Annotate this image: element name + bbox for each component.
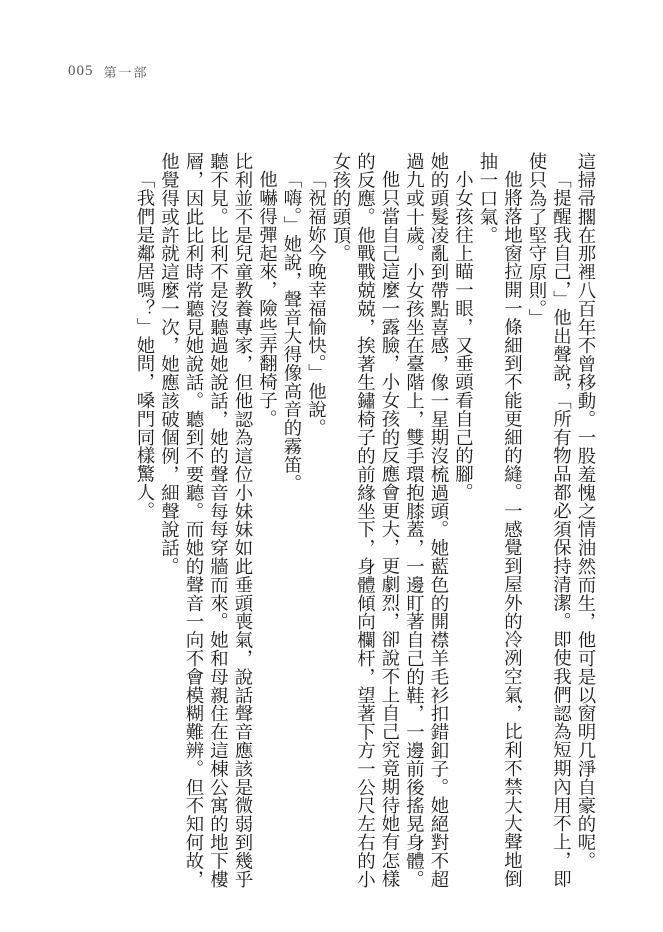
paragraph: 他嚇得彈起來，險些弄翻椅子。 [256,170,278,428]
paragraph-dialog: 「祝福妳今晚幸福愉快。」他說。 [305,170,327,438]
part-title: 第一部 [103,65,149,81]
paragraph-continued: 這掃帚擱在那裡八百年不曾移動。一股羞愧之情油然而生，他可是以窗明几淨自豪的呢。 [575,152,596,870]
paragraph: 他只當自己這麼一露臉，小女孩的反應會更大，更劇烈，卻說不上自己究竟期待她有怎樣的反應。他戰戰兢兢，挨著生鏽椅子的前緣坐下，身體傾向欄杆，望著下方一公尺左右的小女孩的頭頂。 [330,152,400,888]
paragraph-dialog: 「我們是鄰居嗎？」她問，嗓門同樣驚人。 [134,170,155,520]
body-text [132,152,598,896]
paragraph: 比利並不是兒童教養專家，但他認為這位小妹妹如此垂頭喪氣，說話聲音應該是微弱到幾乎聽不見。比利不是沒聽過她說話，她的聲音每每穿牆而來。她和母親住在這棟公寓的地下樓層，因此比利時常聽見她說話。聽到不要聽。而她的聲音一向不會模糊難辨。但不知何故，他覺得或許就這麼一次，她應該破個例，細聲說話。 [158,152,253,888]
paragraph-dialog: 「嗨。」她說，聲音大得像高音的霧笛。 [281,170,302,493]
paragraph: 小女孩往上瞄一眼，又垂頭看自己的腳。 [452,170,474,502]
page-number: 005 [68,62,94,79]
running-header [68,62,149,80]
paragraph: 她的頭髮凌亂到帶點喜感，像一星期沒梳過頭。她藍色的開襟羊毛衫扣錯釦子。她絕對不超過九或十歲。小女孩坐在臺階上，雙手環抱膝蓋，一邊盯著自己的鞋，一邊前後搖晃身體。 [403,152,449,888]
paragraph-dialog: 「提醒我自己，」他出聲說，「所有物品都必須保持清潔。即使我們認為短期內用不上，即使只為了堅守原則。」 [526,152,572,888]
paragraph: 他將落地窗拉開一條細到不能更細的縫。一感覺到屋外的冷冽空氣，比利不禁大大聲地倒抽一口氣。 [477,152,523,888]
